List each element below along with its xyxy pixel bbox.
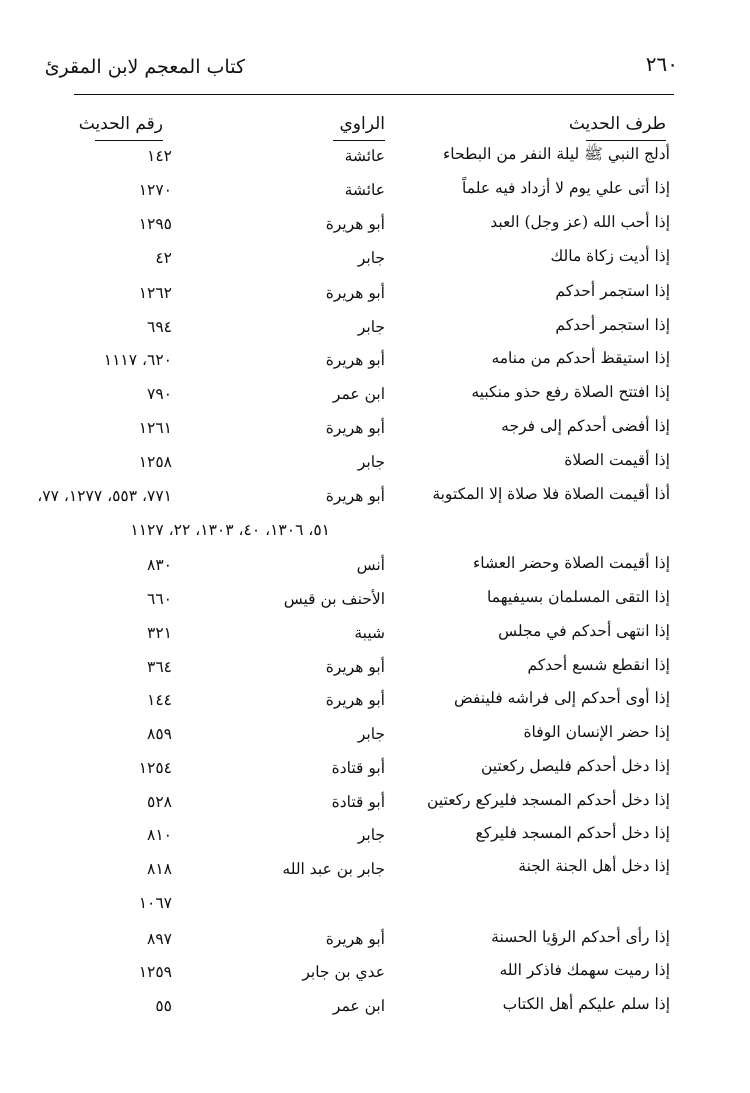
hadith-number: ١٤٢ xyxy=(147,147,172,165)
hadith-number: ٦٦٠ xyxy=(147,590,172,608)
narrator-name: أبو هريرة xyxy=(325,215,385,233)
hadith-incipit: أدلج النبي ﷺ ليلة النفر من البطحاء xyxy=(442,145,670,163)
hadith-incipit: إذا رميت سهمك فاذكر الله xyxy=(499,961,670,979)
hadith-number: ٨١٠ xyxy=(147,826,172,844)
hadith-number: ٨١٨ xyxy=(147,860,172,878)
hadith-number: ٧٩٠ xyxy=(147,385,172,403)
hadith-incipit: إذا دخل أهل الجنة الجنة xyxy=(518,857,670,875)
hadith-incipit: إذا استجمر أحدكم xyxy=(555,316,670,334)
hadith-incipit: إذا حضر الإنسان الوفاة xyxy=(523,723,670,741)
hadith-incipit: إذا دخل أحدكم المسجد فليركع xyxy=(475,824,670,842)
column-header-number: رقم الحديث xyxy=(78,114,163,134)
hadith-number: ١٤٤ xyxy=(147,691,172,709)
narrator-name: أبو هريرة xyxy=(325,419,385,437)
narrator-name: جابر xyxy=(357,453,385,471)
hadith-incipit: إذا رأى أحدكم الرؤيا الحسنة xyxy=(491,928,670,946)
hadith-incipit: إذا أفضى أحدكم إلى فرجه xyxy=(501,417,670,435)
column-header-underline xyxy=(333,140,385,141)
narrator-name: أبو قتادة xyxy=(331,759,385,777)
hadith-number: ١٢٧٠ xyxy=(138,181,172,199)
narrator-name: أنس xyxy=(356,556,385,574)
narrator-name: عدي بن جابر xyxy=(302,963,385,981)
hadith-number-continuation: ٥١، ١٣٠٦، ٤٠، ١٣٠٣، ٢٢، ١١٢٧ xyxy=(130,521,330,539)
column-header-hadith: طرف الحديث xyxy=(568,114,666,134)
hadith-number: ٤٢ xyxy=(155,249,172,267)
hadith-incipit: إذا سلم عليكم أهل الكتاب xyxy=(502,995,670,1013)
hadith-incipit: إذا أقيمت الصلاة وحضر العشاء xyxy=(472,554,670,572)
hadith-incipit: إذا أديت زكاة مالك xyxy=(550,247,670,265)
hadith-number: ٥٢٨ xyxy=(147,793,172,811)
hadith-number: ٦٢٠، ١١١٧ xyxy=(103,351,172,369)
column-header-underline xyxy=(586,140,666,141)
narrator-name: ابن عمر xyxy=(332,997,385,1015)
narrator-name: أبو قتادة xyxy=(331,793,385,811)
narrator-name: جابر xyxy=(357,249,385,267)
hadith-incipit: إذا دخل أحدكم المسجد فليركع ركعتين xyxy=(427,791,670,809)
hadith-number: ٣٦٤ xyxy=(147,658,172,676)
hadith-number: ٦٩٤ xyxy=(147,318,172,336)
hadith-number: ١٢٩٥ xyxy=(138,215,172,233)
hadith-incipit: إذا أوى أحدكم إلى فراشه فلينفض xyxy=(453,689,670,707)
hadith-incipit: إذا افتتح الصلاة رفع حذو منكبيه xyxy=(471,383,670,401)
hadith-incipit: أذا أقيمت الصلاة فلا صلاة إلا المكتوبة xyxy=(432,485,670,503)
hadith-number: ٧٧١، ٥٥٣، ١٢٧٧، ٧٧، xyxy=(37,487,172,505)
narrator-name: أبو هريرة xyxy=(325,487,385,505)
hadith-number: ٨٥٩ xyxy=(147,725,172,743)
book-title: كتاب المعجم لابن المقرئ xyxy=(44,56,245,78)
page-number: ٢٦٠ xyxy=(645,52,678,76)
hadith-incipit: إذا انتهى أحدكم في مجلس xyxy=(498,622,670,640)
narrator-name: الأحنف بن قيس xyxy=(283,590,385,608)
narrator-name: عائشة xyxy=(344,147,385,165)
narrator-name: أبو هريرة xyxy=(325,691,385,709)
narrator-name: جابر بن عبد الله xyxy=(282,860,385,878)
hadith-number: ١٢٥٤ xyxy=(138,759,172,777)
narrator-name: جابر xyxy=(357,725,385,743)
narrator-name: أبو هريرة xyxy=(325,658,385,676)
hadith-number: ٨٣٠ xyxy=(147,556,172,574)
narrator-name: جابر xyxy=(357,318,385,336)
hadith-incipit: إذا التقى المسلمان بسيفيهما xyxy=(487,588,670,606)
hadith-number: ١٢٥٩ xyxy=(138,963,172,981)
narrator-name: أبو هريرة xyxy=(325,930,385,948)
narrator-name: عائشة xyxy=(344,181,385,199)
hadith-incipit: إذا دخل أحدكم فليصل ركعتين xyxy=(480,757,670,775)
hadith-number: ٨٩٧ xyxy=(147,930,172,948)
hadith-incipit: إذا أقيمت الصلاة xyxy=(564,451,670,469)
narrator-name: جابر xyxy=(357,826,385,844)
narrator-name: أبو هريرة xyxy=(325,351,385,369)
hadith-number: ١٢٦١ xyxy=(138,419,172,437)
hadith-incipit: إذا استيقظ أحدكم من منامه xyxy=(491,349,670,367)
hadith-number: ١٢٦٢ xyxy=(138,284,172,302)
hadith-number: ٥٥ xyxy=(155,997,172,1015)
hadith-incipit: إذا استجمر أحدكم xyxy=(555,282,670,300)
hadith-number: ١٢٥٨ xyxy=(138,453,172,471)
column-header-narrator: الراوي xyxy=(339,114,385,134)
header-divider xyxy=(74,94,674,95)
hadith-number: ٣٢١ xyxy=(147,624,172,642)
narrator-name: شيبة xyxy=(354,624,385,642)
hadith-incipit: إذا أحب الله (عز وجل) العبد xyxy=(490,213,670,231)
hadith-number: ١٠٦٧ xyxy=(138,894,172,912)
narrator-name: أبو هريرة xyxy=(325,284,385,302)
hadith-incipit: إذا أتى علي يوم لا أزداد فيه علماً xyxy=(462,179,670,197)
column-header-underline xyxy=(95,140,163,141)
hadith-incipit: إذا انقطع شسع أحدكم xyxy=(527,656,670,674)
narrator-name: ابن عمر xyxy=(332,385,385,403)
